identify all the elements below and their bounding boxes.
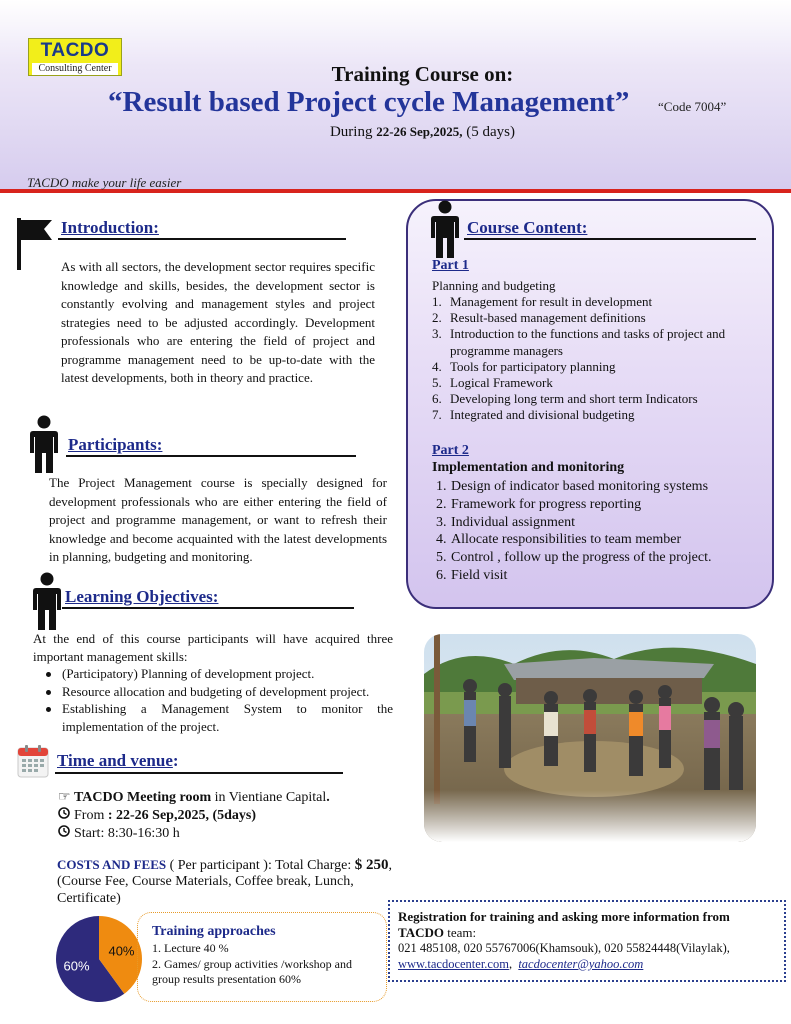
dates-prefix: During bbox=[329, 124, 377, 140]
item-text: Framework for progress reporting bbox=[451, 496, 642, 512]
part1-heading: Planning and budgeting bbox=[432, 278, 556, 293]
part2-heading: Implementation and monitoring bbox=[432, 460, 625, 475]
flag-icon bbox=[14, 216, 54, 272]
item-number: 2. bbox=[436, 496, 447, 512]
item-number: 2. bbox=[432, 310, 442, 326]
venue-title: Time and venue bbox=[57, 751, 173, 770]
objectives-list bbox=[38, 665, 393, 735]
registration-team-rest: team: bbox=[443, 925, 477, 940]
fees-line3: Certificate) bbox=[57, 891, 121, 906]
bullet-dot bbox=[46, 690, 51, 695]
fees-text2: , bbox=[388, 858, 392, 873]
pointing-hand-icon: ☞ bbox=[58, 790, 71, 805]
website-link[interactable]: www.tacdocenter.com bbox=[398, 957, 509, 971]
list-item bbox=[432, 359, 757, 375]
pie-data-label: 40% bbox=[108, 943, 135, 959]
venue-title-wrap bbox=[57, 751, 179, 771]
item-number: 3. bbox=[436, 514, 447, 530]
venue-place-line bbox=[58, 789, 330, 806]
item-number: 5. bbox=[436, 550, 447, 566]
fees-line2: (Course Fee, Course Materials, Coffee break, Lunch, bbox=[57, 874, 354, 889]
item-text: Tools for participatory planning bbox=[450, 358, 616, 374]
bullet-dot bbox=[46, 672, 51, 677]
item-text: Result-based management definitions bbox=[450, 310, 646, 326]
approaches-item2b: group results presentation 60% bbox=[152, 972, 301, 986]
fees-line1 bbox=[57, 857, 392, 874]
fees-label: COSTS AND FEES bbox=[57, 857, 167, 872]
pie-data-label: 60% bbox=[63, 958, 90, 974]
list-item bbox=[434, 478, 764, 496]
list-item bbox=[432, 310, 757, 326]
objective-text: (Participatory) Planning of development project. bbox=[62, 666, 315, 681]
part2-list bbox=[434, 478, 764, 585]
registration-links bbox=[398, 957, 643, 972]
list-item bbox=[434, 567, 764, 585]
bullet-dot bbox=[46, 707, 51, 712]
list-item bbox=[432, 407, 757, 423]
logo-main-text: TACDO bbox=[40, 40, 110, 61]
item-text: Introduction to the functions and tasks of project and programme managers bbox=[450, 326, 726, 358]
course-code: “Code 7004” bbox=[658, 99, 727, 114]
participants-rule bbox=[66, 455, 356, 457]
registration-line2 bbox=[398, 925, 476, 941]
part2-title: Part 2 bbox=[432, 443, 469, 458]
venue-place-dot: . bbox=[326, 790, 330, 805]
list-item bbox=[434, 514, 764, 532]
item-number: 4. bbox=[432, 358, 442, 374]
course-content-title: Course Content: bbox=[467, 218, 588, 237]
person-icon bbox=[30, 572, 64, 632]
item-text: Design of indicator based monitoring systems bbox=[451, 479, 709, 494]
course-title: “Result based Project cycle Management” bbox=[108, 86, 630, 118]
list-item bbox=[432, 391, 757, 407]
venue-place-bold: TACDO Meeting room bbox=[74, 790, 212, 805]
objectives-rule bbox=[62, 607, 354, 609]
registration-line1: Registration for training and asking more information from bbox=[398, 909, 730, 924]
course-content-rule bbox=[464, 238, 756, 240]
item-number: 1. bbox=[436, 479, 447, 494]
venue-start: Start: 8:30-16:30 h bbox=[74, 826, 180, 841]
header-banner bbox=[0, 0, 791, 193]
objectives-title: Learning Objectives: bbox=[65, 587, 219, 606]
fees-amount: $ 250 bbox=[354, 857, 389, 873]
objectives-intro: At the end of this course participants will have acquired three important management skills: bbox=[33, 631, 393, 664]
registration-team-name: TACDO bbox=[398, 925, 444, 940]
list-item bbox=[38, 683, 393, 701]
participants-text: The Project Management course is specially designed for development professionals who are either entering the field of project and programme management, or want to refresh their knowledge and become acquainted with the latest developments in planning, budgeting and monitoring. bbox=[49, 475, 387, 564]
item-text: Logical Framework bbox=[450, 375, 553, 391]
venue-place-rest: in Vientiane Capital bbox=[211, 790, 327, 805]
registration-phones: 021 485108, 020 55767006(Khamsouk), 020 55824448(Vilaylak), bbox=[398, 941, 730, 955]
venue-start-line bbox=[58, 825, 180, 842]
introduction-text: As with all sectors, the development sector requires specific knowledge and skills, besides, the development sector is constantly evolving and management styles and project strategies need to be adjusted accordingly. Development professionals who are entering the field of project and programme management need to be up-to-date with the latest developments, both in theory and practice. bbox=[61, 259, 375, 385]
calendar-icon bbox=[17, 744, 49, 778]
item-text: Field visit bbox=[451, 567, 508, 583]
list-item bbox=[432, 294, 757, 310]
list-item bbox=[434, 531, 764, 549]
approaches-item2a: 2. Games/ group activities /workshop and bbox=[152, 957, 352, 971]
introduction-rule bbox=[58, 238, 346, 240]
objective-text: Resource allocation and budgeting of development project. bbox=[62, 683, 370, 699]
list-item bbox=[434, 496, 764, 514]
item-number: 4. bbox=[436, 532, 447, 548]
item-text: Developing long term and short term Indicators bbox=[450, 391, 698, 407]
list-item bbox=[434, 549, 764, 567]
course-dates bbox=[0, 124, 791, 141]
list-item bbox=[432, 326, 757, 358]
venue-title-colon: : bbox=[172, 751, 179, 770]
dates-bold: 22-26 Sep,2025, bbox=[376, 124, 463, 139]
pie-svg bbox=[55, 915, 143, 1003]
item-number: 5. bbox=[432, 375, 442, 391]
participants-title: Participants: bbox=[68, 435, 163, 454]
approaches-title: Training approaches bbox=[152, 924, 276, 939]
item-text: Control , follow up the progress of the project. bbox=[451, 550, 712, 566]
email-link[interactable]: tacdocenter@yahoo.com bbox=[518, 957, 644, 971]
person-icon bbox=[27, 415, 61, 475]
person-icon bbox=[428, 200, 462, 260]
field-work-photo bbox=[424, 634, 756, 842]
item-text: Allocate responsibilities to team member bbox=[451, 532, 682, 548]
item-text: Management for result in development bbox=[450, 294, 653, 309]
dates-suffix: (5 days) bbox=[462, 124, 516, 140]
venue-from-value: : 22-26 Sep,2025, (5days) bbox=[107, 808, 257, 823]
fees-text1: ( Per participant ): Total Charge: bbox=[166, 858, 355, 873]
approach-pie-chart bbox=[55, 915, 143, 1003]
logo-sub-text: Consulting Center bbox=[32, 63, 118, 75]
venue-from-label: From bbox=[74, 808, 108, 823]
list-item bbox=[432, 375, 757, 391]
course-intro-line: Training Course on: bbox=[331, 62, 514, 86]
clock-icon bbox=[58, 825, 74, 842]
item-number: 6. bbox=[436, 567, 447, 583]
item-number: 7. bbox=[432, 407, 442, 423]
introduction-title: Introduction: bbox=[61, 218, 159, 237]
item-text: Integrated and divisional budgeting bbox=[450, 407, 635, 423]
venue-rule bbox=[55, 772, 343, 774]
list-item bbox=[38, 700, 393, 735]
tagline: TACDO make your life easier bbox=[27, 175, 182, 190]
objective-text: Establishing a Management System to monitor the implementation of the project. bbox=[62, 701, 393, 734]
item-number: 6. bbox=[432, 391, 442, 407]
list-item bbox=[38, 665, 393, 683]
item-number: 3. bbox=[432, 326, 442, 342]
item-text: Individual assignment bbox=[451, 514, 576, 530]
venue-from-line bbox=[58, 807, 256, 824]
link-separator: , bbox=[508, 957, 519, 971]
item-number: 1. bbox=[432, 294, 442, 309]
approaches-item1: 1. Lecture 40 % bbox=[152, 941, 229, 955]
part1-list bbox=[432, 294, 757, 424]
part1-title: Part 1 bbox=[432, 258, 469, 273]
clock-icon bbox=[58, 807, 74, 824]
